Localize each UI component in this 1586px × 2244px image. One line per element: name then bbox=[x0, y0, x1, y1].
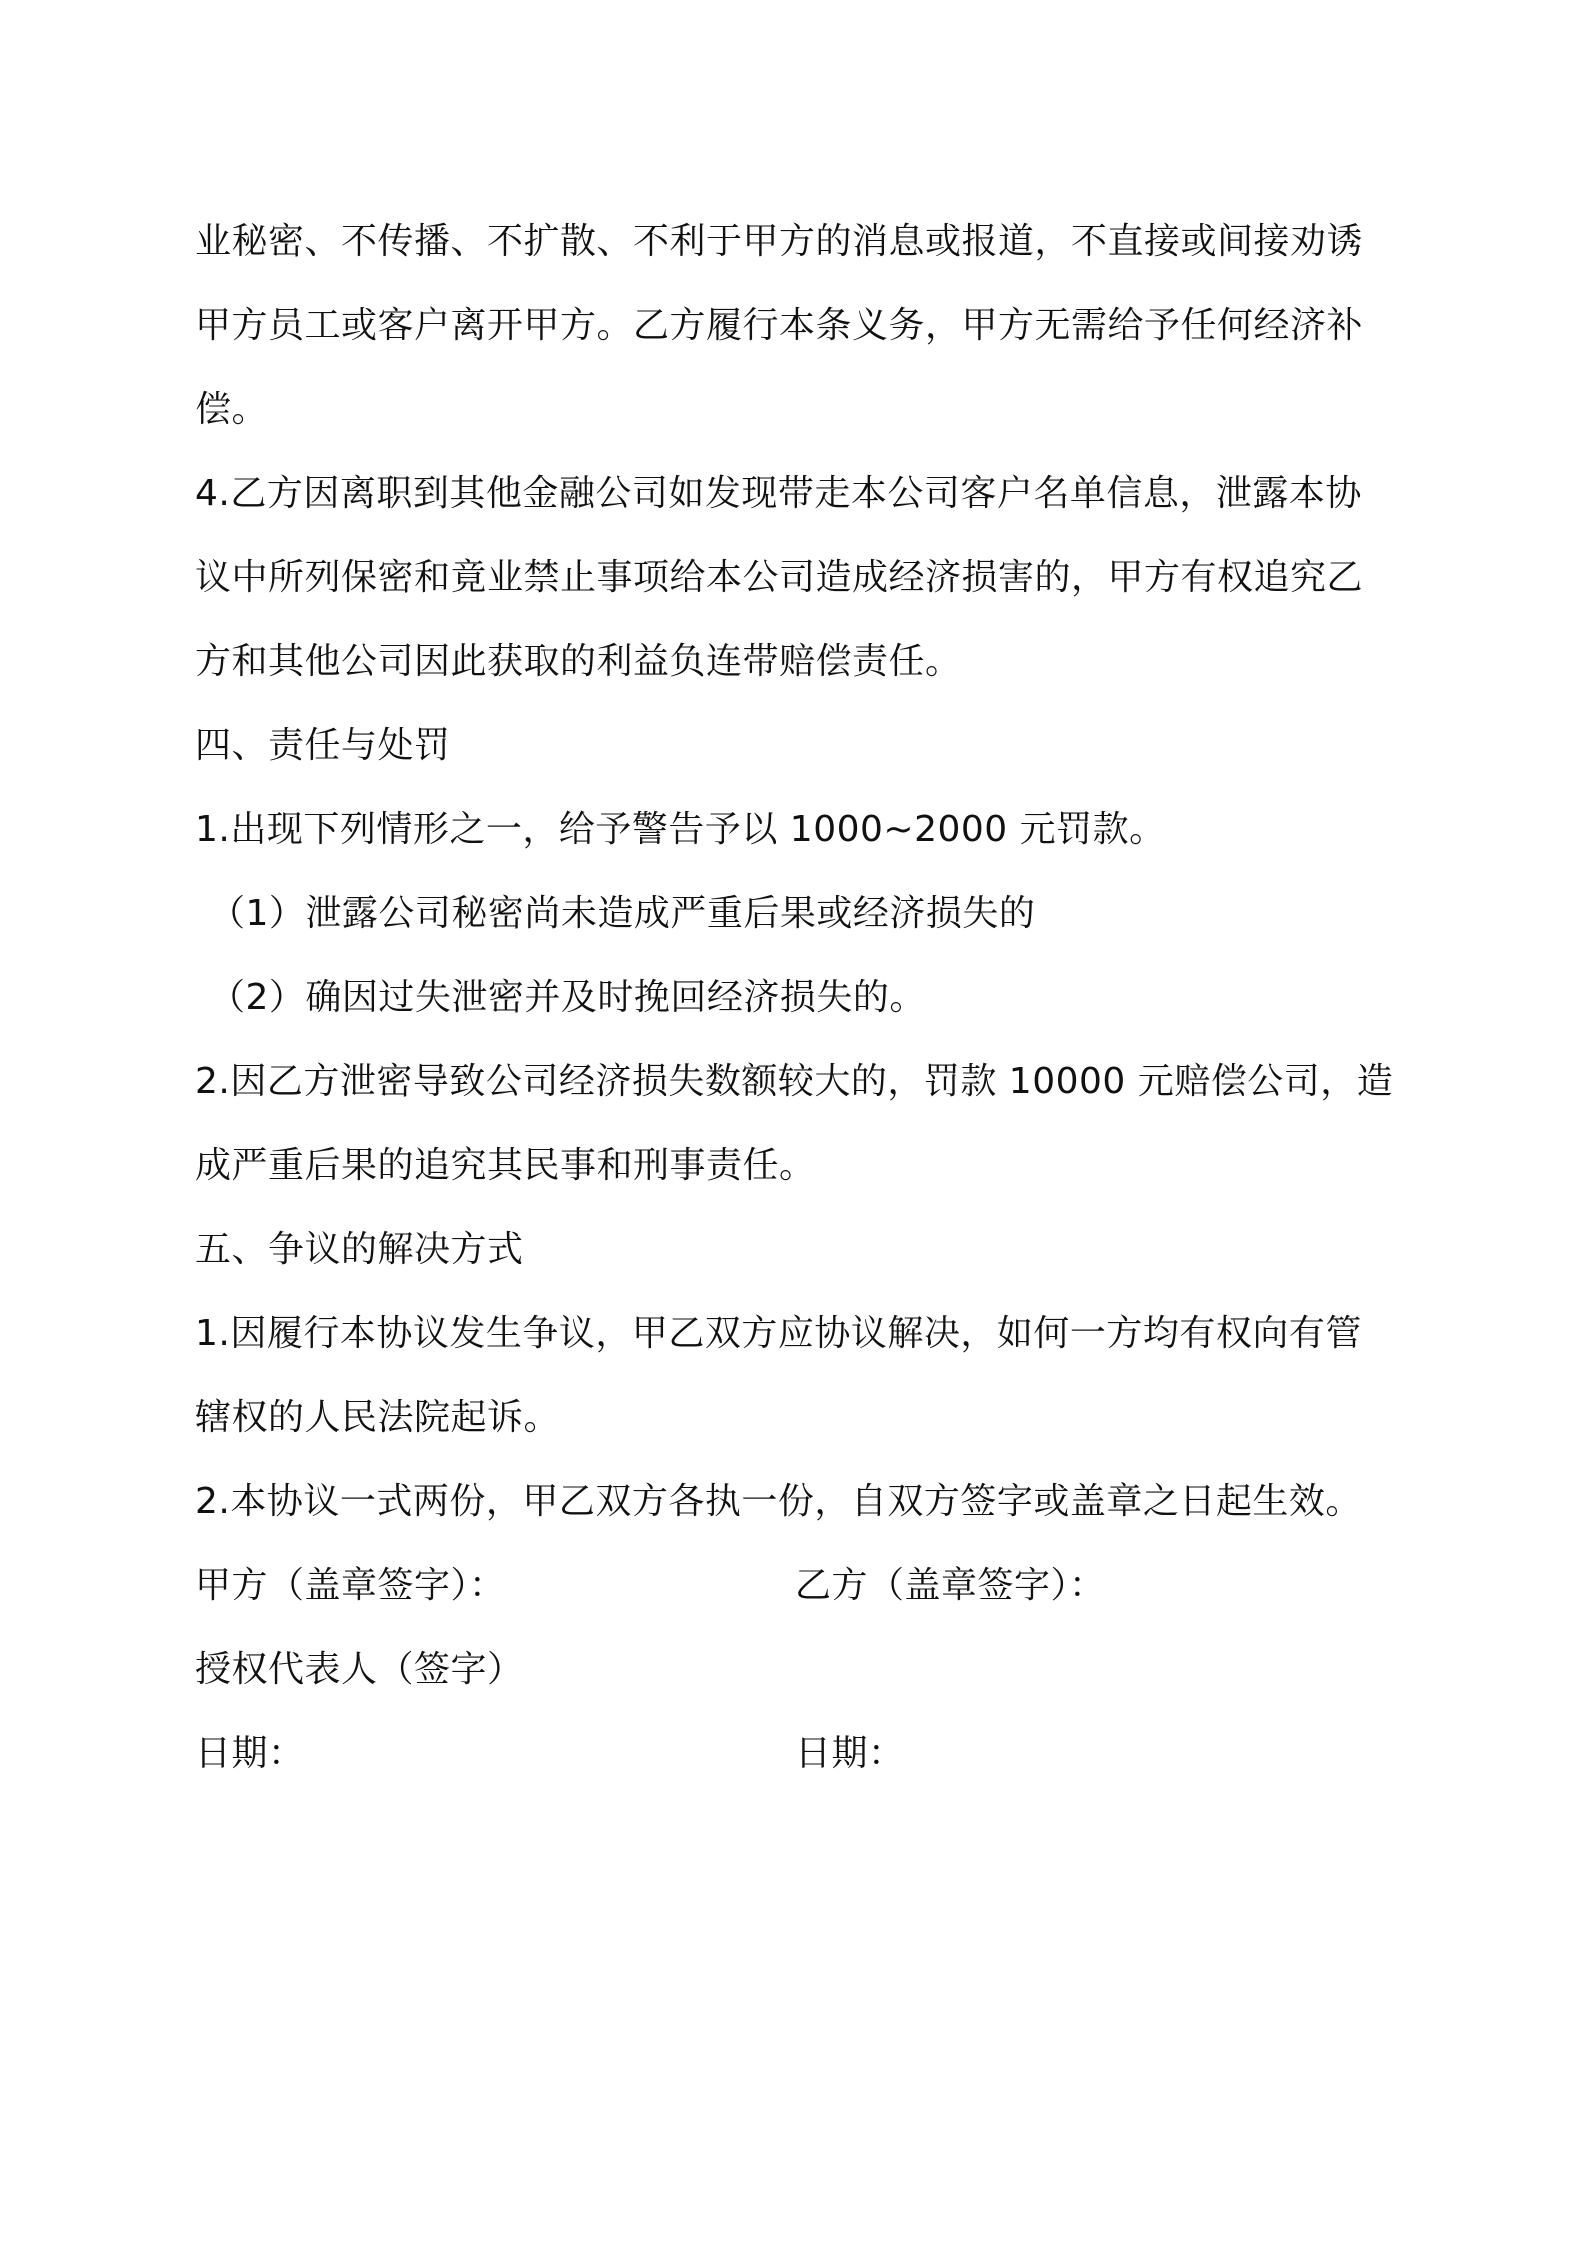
paragraph-line-2: 甲方员工或客户离开甲方。乙方履行本条义务，甲方无需给予任何经济补 bbox=[195, 305, 1364, 346]
section-heading-liability: 四、责任与处罚 bbox=[195, 725, 451, 766]
clause-4-line-1: 4.乙方因离职到其他金融公司如发现带走本公司客户名单信息，泄露本协 bbox=[195, 473, 1362, 514]
document-body bbox=[195, 200, 1415, 1796]
paragraph-line-3: 偿。 bbox=[195, 389, 269, 430]
paragraph-line-1: 业秘密、不传播、不扩散、不利于甲方的消息或报道，不直接或间接劝诱 bbox=[195, 221, 1364, 262]
liability-clause-1: 1.出现下列情形之一，给予警告予以 1000~2000 元罚款。 bbox=[195, 809, 1166, 850]
signature-row-parties bbox=[195, 1544, 1415, 1628]
dispute-clause-1-line-2: 辖权的人民法院起诉。 bbox=[195, 1397, 561, 1438]
dispute-clause-2: 2.本协议一式两份，甲乙双方各执一份，自双方签字或盖章之日起生效。 bbox=[195, 1481, 1362, 1522]
party-b-date-label: 日期： bbox=[795, 1733, 905, 1774]
clause-4-line-3: 方和其他公司因此获取的利益负连带赔偿责任。 bbox=[195, 641, 962, 682]
liability-clause-2-line-2: 成严重后果的追究其民事和刑事责任。 bbox=[195, 1145, 816, 1186]
section-heading-dispute: 五、争议的解决方式 bbox=[195, 1229, 524, 1270]
liability-clause-2-line-1: 2.因乙方泄密导致公司经济损失数额较大的，罚款 10000 元赔偿公司，造 bbox=[195, 1061, 1394, 1102]
authorized-representative-label: 授权代表人（签字） bbox=[195, 1649, 524, 1690]
dispute-clause-1-line-1: 1.因履行本协议发生争议，甲乙双方应协议解决，如何一方均有权向有管 bbox=[195, 1313, 1362, 1354]
signature-row-representative bbox=[195, 1628, 1415, 1712]
party-a-date-label: 日期： bbox=[195, 1733, 305, 1774]
liability-item-1: （1）泄露公司秘密尚未造成严重后果或经济损失的 bbox=[209, 893, 1036, 934]
clause-4-line-2: 议中所列保密和竟业禁止事项给本公司造成经济损害的，甲方有权追究乙 bbox=[195, 557, 1364, 598]
signature-row-dates bbox=[195, 1712, 1415, 1796]
party-b-signature-label: 乙方（盖章签字）： bbox=[795, 1565, 1106, 1606]
party-a-signature-label: 甲方（盖章签字）： bbox=[195, 1565, 506, 1606]
liability-item-2: （2）确因过失泄密并及时挽回经济损失的。 bbox=[209, 977, 926, 1018]
